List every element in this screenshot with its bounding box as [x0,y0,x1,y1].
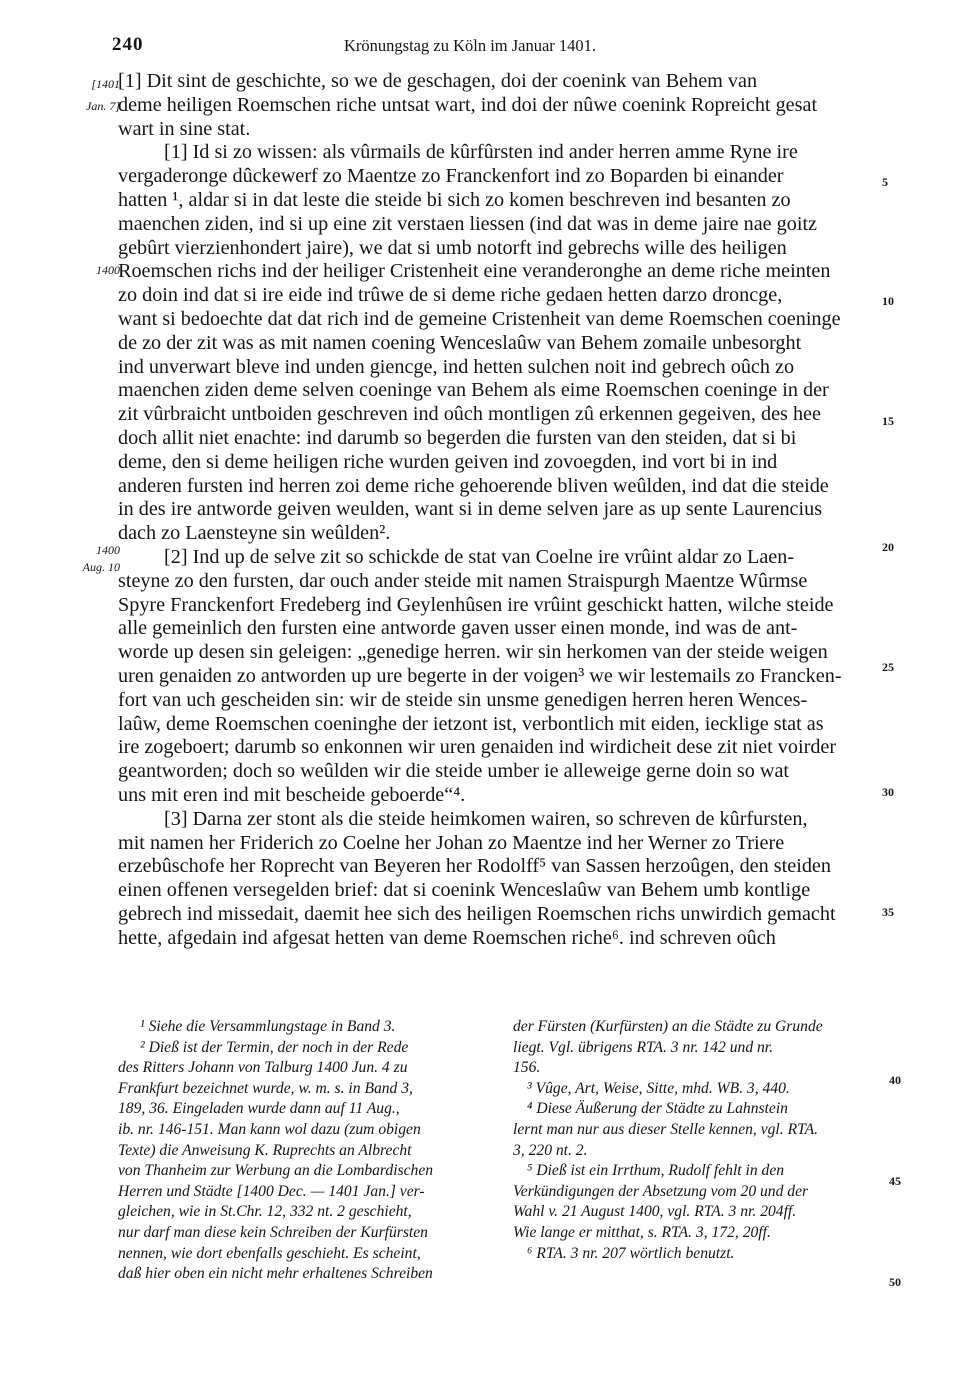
line-number: 45 [889,1174,901,1188]
footnote-line: nur darf man diese kein Schreiben der Kurfürsten [118,1223,428,1241]
line-number: 30 [882,785,894,799]
text-line: de zo der zit was as mit namen coening Wenceslaûw van Behem zomaile unbesorght [118,331,802,354]
text-line: uren genaiden zo antworden up ure begerte in der voigen³ we wir lestemails zo Francken- [118,664,842,687]
footnote-line: Wahl v. 21 August 1400, vgl. RTA. 3 nr. 204ff. [513,1203,797,1221]
footnote-line: ³ Vûge, Art, Weise, Sitte, mhd. WB. 3, 440. [527,1079,790,1097]
line-number: 50 [889,1275,901,1289]
footnote-line: Herren und Städte [1400 Dec. — 1401 Jan.] ver- [118,1182,425,1200]
line-number: 20 [882,540,894,554]
text-line: einen offenen versegelden brief: dat si coenink Wenceslaûw van Behem umb kontlige [118,879,811,902]
page-header [0,34,960,64]
footnote-line: des Ritters Johann von Talburg 1400 Jun. 4 zu [118,1059,408,1077]
text-line: laûw, deme Roemschen coeninghe der ietzont ist, verbontlich mit eiden, iecklige stat as [118,712,824,735]
footnote-line: ⁴ Diese Äußerung der Städte zu Lahnstein [527,1100,788,1118]
text-line: Spyre Franckenfort Fredeberg ind Geylenhûsen ire vrûint geschickt hatten, wilche steide [118,593,834,616]
text-line: Roemschen richs ind der heiliger Cristenheit eine veranderonghe an deme riche meinten [118,260,831,283]
text-line: gebûrt vierzienhondert jaire), we dat si umb notorft ind gebrechs wille des heiligen [118,236,787,259]
text-line: wart in sine stat. [118,117,251,140]
footnote-line: Wie lange er mitthat, s. RTA. 3, 172, 20ff. [513,1223,771,1241]
footnote-line: Frankfurt bezeichnet wurde, w. m. s. in Band 3, [118,1079,413,1097]
text-line: doch allit niet enachte: ind darumb so begerden die fursten van den steiden, dat si bi [118,426,797,449]
text-line: alle gemeinlich den fursten eine antworde gaven usser einen monde, ind was de ant- [118,617,798,640]
text-line: zit vûrbraicht untboiden geschreven ind oûch montligen zû erkennen gegeiven, des hee [118,403,821,426]
text-line: [2] Ind up de selve zit so schickde de stat van Coelne ire vrûint aldar zo Laen- [164,545,795,568]
line-number: 10 [882,294,894,308]
text-line: want si bedoechte dat dat rich ind de gemeine Cristenheit van deme Roemschen coeninge [118,307,841,330]
text-line: geantworden; doch so weûlden wir die steide umber ie alleweige gerne doin so wat [118,760,790,783]
text-line: anderen fursten ind herren zoi deme riche gehoerende bliven weûlden, ind dat die steide [118,474,829,497]
page-number: 240 [112,34,144,55]
text-line: zo doin ind dat si ire eide ind trûwe de si deme riche gedaen hetten darzo droncge, [118,284,783,307]
running-head: Krönungstag zu Köln im Januar 1401. [344,36,597,55]
line-number: 40 [889,1073,901,1087]
text-line: worde up desen sin geleigen: „genedige herren. wir sin herkomen van der steide weigen [118,641,828,664]
footnote-line: ¹ Siehe die Versammlungstage in Band 3. [140,1018,396,1035]
footnote-line: ib. nr. 146-151. Man kann wol dazu (zum obigen [118,1120,421,1138]
footnote-line: Verkündigungen der Absetzung vom 20 und der [513,1182,809,1200]
footnote-line: 3, 220 nt. 2. [513,1141,588,1159]
line-number: 25 [882,660,894,674]
text-line: maenchen ziden deme selven coeninge van Behem als eime Roemschen coeninge in der [118,379,829,402]
text-line: ire zogeboert; darumb so enkonnen wir uren genaiden ind wirdicheit dese zit niet voirder [118,736,837,759]
margin-note: 1400 [96,543,120,557]
text-line: deme, den si deme heiligen riche wurden geiven ind zovoegden, ind vort bi in ind [118,450,778,473]
text-line: hatten ¹, aldar si in dat leste die steide bi sich zo komen beschreven ind besanten zo [118,188,791,211]
footnote-line: 156. [513,1059,541,1077]
text-line: uns mit eren ind mit bescheide geboerde“⁴. [118,783,466,806]
margin-note: Jan. 7] [86,99,120,113]
text-line: maenchen ziden, ind si up eine zit verstaen liessen (ind dat was in deme jaire nae goitz [118,212,818,235]
line-number: 35 [882,905,894,919]
text-line: mit namen her Friderich zo Coelne her Johan zo Maentze ind her Werner zo Triere [118,831,785,854]
footnote-line: ⁵ Dieß ist ein Irrthum, Rudolf fehlt in den [527,1162,785,1180]
footnotes-left-column [118,1017,498,1285]
text-line: ind unverwart bleve ind unden giencge, ind hetten sulchen noit ind gebrech oûch zo [118,355,795,378]
footnotes-right-column [513,1017,883,1264]
line-number: 5 [882,175,888,189]
footnote-line: von Thanheim zur Werbung an die Lombardischen [118,1162,434,1180]
footnote-line: daß hier oben ein nicht mehr erhaltenes Schreiben [118,1265,433,1283]
text-line: in des ire antworde geiven weulden, want si in deme selven jare as up sente Laurencius [118,498,823,521]
margin-note: [1401 [91,77,120,91]
text-line: gebrech ind missedait, daemit hee sich des heiligen Roemschen richs unwirdich gemacht [118,902,836,925]
text-line: [1] Dit sint de geschichte, so we de geschagen, doi der coenink van Behem van [118,70,758,92]
text-line: deme heiligen Roemschen riche untsat wart, ind doi der nûwe coenink Ropreicht gesat [118,93,818,116]
main-text [118,70,878,950]
footnote-line: 189, 36. Eingeladen wurde dann auf 11 Aug., [118,1100,400,1118]
footnote-line: gleichen, wie in St.Chr. 12, 332 nt. 2 geschieht, [118,1203,412,1221]
text-line: steyne zo den fursten, dar ouch ander steide mit namen Straispurgh Maentze Wûrmse [118,569,808,592]
footnote-line: Texte) die Anweisung K. Ruprechts an Albrecht [118,1141,412,1159]
footnote-line: liegt. Vgl. übrigens RTA. 3 nr. 142 und nr. [513,1038,774,1056]
footnote-line: ² Dieß ist der Termin, der noch in der Rede [140,1038,409,1056]
footnote-line: lernt man nur aus dieser Stelle kennen, vgl. RTA. [513,1120,819,1138]
text-line: [1] Id si zo wissen: als vûrmails de kûrfûrsten ind ander herren amme Ryne ire [164,141,798,164]
text-line: erzebûschofe her Roprecht van Beyeren her Rodolff⁵ van Sassen herzoûgen, den steiden [118,855,831,878]
margin-note: 1400 [96,263,120,277]
footnote-line: nennen, wie dort ebenfalls geschieht. Es scheint, [118,1244,421,1262]
footnote-line: der Fürsten (Kurfürsten) an die Städte zu Grunde [513,1018,823,1035]
line-number: 15 [882,414,894,428]
footnote-line: ⁶ RTA. 3 nr. 207 wörtlich benutzt. [527,1244,735,1262]
text-line: fort van uch gescheiden sin: wir de steide sin unsme genedigen herren heren Wences- [118,688,808,711]
text-line: vergaderonge dûckewerf zo Maentze zo Franckenfort ind zo Boparden bi einander [118,165,784,188]
margin-note: Aug. 10 [82,560,120,574]
text-line: dach zo Laensteyne sin weûlden². [118,522,391,545]
text-line: [3] Darna zer stont als die steide heimkomen wairen, so schreven de kûrfursten, [164,807,808,830]
text-line: hette, afgedain ind afgesat hetten van deme Roemschen riche⁶. ind schreven oûch [118,926,776,949]
